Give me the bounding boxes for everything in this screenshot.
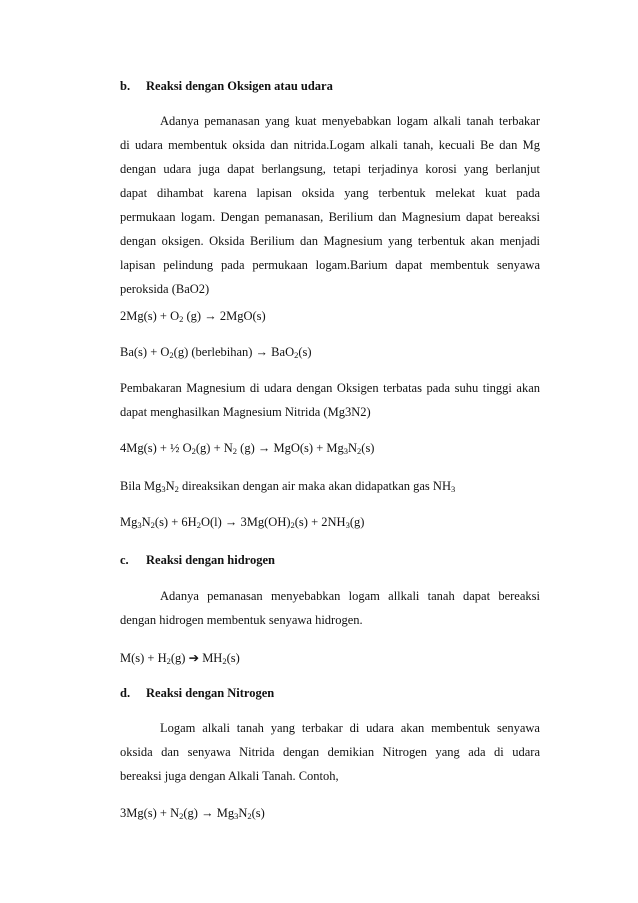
section-b-title: Reaksi dengan Oksigen atau udara	[146, 79, 333, 93]
nitride-water-sentence: Bila $Mg_3N_2$ direaksikan dengan air maka akan didapatkan gas $NH_3$	[120, 479, 456, 494]
equation-mg-nitride: 4Mg(s) + ½ $O_2(g) + N_2$ $(g) \to MgO(s) + Mg_3N_2(s)$	[120, 441, 375, 456]
section-b-letter: b.	[120, 79, 131, 93]
paragraph-line: Adanya pemanasan yang kuat menyebabkan logam alkali tanah terbakar	[160, 114, 540, 128]
combustion-paragraph	[120, 376, 540, 424]
paragraph-line: oksida dan senyawa Nitrida dengan demikian Nitrogen yang ada di udara	[120, 745, 540, 759]
section-c-title: Reaksi dengan hidrogen	[146, 553, 275, 567]
paragraph-line: dengan udara juga dapat berlangsung, tetapi terjadinya korosi yang berlanjut	[120, 162, 540, 176]
paragraph-line: permukaan logam. Dengan pemanasan, Berilium dan Magnesium dapat bereaksi	[120, 210, 540, 224]
section-d-letter: d.	[120, 686, 131, 700]
paragraph-line: bereaksi juga dengan Alkali Tanah. Contoh,	[120, 769, 339, 783]
section-b-paragraph	[120, 109, 540, 301]
paragraph-line: Pembakaran Magnesium di udara dengan Oksigen terbatas pada suhu tinggi akan	[120, 381, 540, 395]
paragraph-line: dengan hidrogen membentuk senyawa hidrogen.	[120, 613, 363, 627]
paragraph-line: dapat menghasilkan Magnesium Nitrida (Mg3N2)	[120, 405, 371, 419]
section-c-heading	[120, 553, 540, 568]
section-d-title: Reaksi dengan Nitrogen	[146, 686, 275, 700]
paragraph-line: Logam alkali tanah yang terbakar di udara akan membentuk senyawa	[160, 721, 540, 735]
paragraph-line: Adanya pemanasan menyebabkan logam allkali tanah dapat bereaksi	[160, 589, 540, 603]
equation-ba-oxygen: $Ba(s) + O_2(g)$ (berlebihan) → BaO$_2$(s)	[120, 345, 312, 360]
section-b-heading	[120, 79, 540, 94]
equation-hydride: $M(s) + H_2(g)$ ➔ $MH_2(s)$	[120, 651, 240, 666]
equation-nitride-hydrolysis: $Mg_3N_2(s) + 6H_2O(l) \to 3Mg(OH)_2(s) + 2NH_3(g)$	[120, 515, 365, 530]
section-d-paragraph	[120, 716, 540, 788]
section-d-heading	[120, 686, 540, 701]
equation-mg-oxygen: $2Mg(s) + O_2$ (g) → 2MgO(s)	[120, 309, 266, 324]
section-c-letter: c.	[120, 553, 129, 567]
paragraph-line: peroksida (BaO2)	[120, 282, 210, 296]
equation-mg-nitrogen: $3Mg(s) + N_2(g) \to Mg_3N_2(s)$	[120, 806, 265, 821]
paragraph-line: dapat dihambat karena lapisan oksida yang terbentuk melekat kuat pada	[120, 186, 540, 200]
paragraph-line: dengan oksigen. Oksida Berilium dan Magnesium yang terbentuk akan menjadi	[120, 234, 540, 248]
paragraph-line: lapisan pelindung pada permukaan logam.Barium dapat membentuk senyawa	[120, 258, 540, 272]
paragraph-line: di udara membentuk oksida dan nitrida.Logam alkali tanah, kecuali Be dan Mg	[120, 138, 540, 152]
section-c-paragraph	[120, 584, 540, 632]
